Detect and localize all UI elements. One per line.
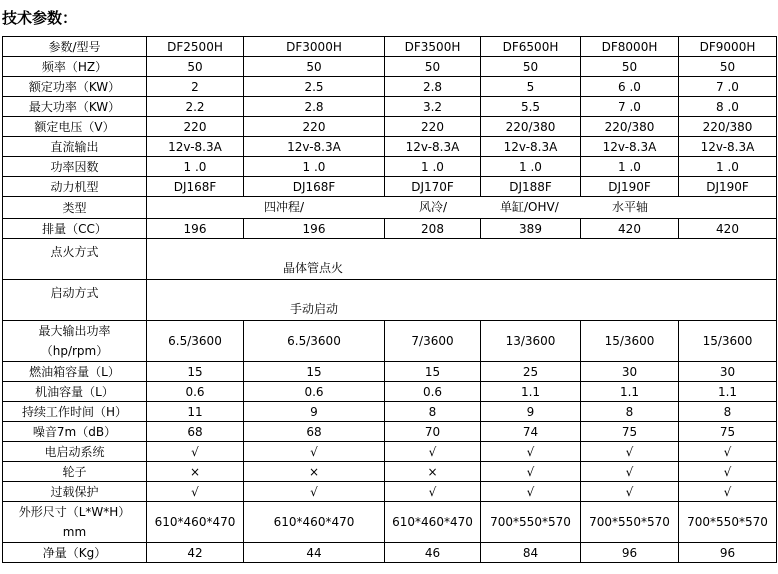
value-cell: 2 [147, 77, 244, 97]
value-cell: 8 [385, 402, 481, 422]
value-cell: √ [679, 482, 777, 502]
value-cell: 3.2 [385, 97, 481, 117]
value-cell: 13/3600 [481, 321, 581, 362]
value-cell: 196 [244, 219, 385, 239]
value-cell: 610*460*470 [385, 502, 481, 543]
value-cell: 1 .0 [481, 157, 581, 177]
value-cell: 46 [385, 543, 481, 563]
starting-value-cell [147, 280, 777, 321]
value-cell: 220/380 [481, 117, 581, 137]
table-row [3, 117, 777, 137]
value-cell: 44 [244, 543, 385, 563]
type-part: 风冷/ [419, 200, 448, 214]
table-row [3, 502, 777, 543]
row-label-cell: 噪音7m（dB） [3, 422, 147, 442]
row-label-cell: 机油容量（L） [3, 382, 147, 402]
row-label-cell: 持续工作时间（H） [3, 402, 147, 422]
value-cell: 6.5/3600 [147, 321, 244, 362]
value-cell: 9 [244, 402, 385, 422]
value-cell: 8 [581, 402, 679, 422]
value-cell: 610*460*470 [244, 502, 385, 543]
table-row [3, 482, 777, 502]
row-label-cell: 额定功率（KW） [3, 77, 147, 97]
value-cell: 15 [147, 362, 244, 382]
type-part: 水平轴 [612, 200, 649, 214]
value-cell: √ [481, 462, 581, 482]
model-header-cell: DF9000H [679, 37, 777, 57]
model-header-cell: DF3500H [385, 37, 481, 57]
value-cell: 70 [385, 422, 481, 442]
value-cell: 2.5 [244, 77, 385, 97]
table-row [3, 97, 777, 117]
value-cell: 389 [481, 219, 581, 239]
type-value-cell [147, 197, 777, 219]
value-cell: 11 [147, 402, 244, 422]
value-cell: √ [244, 482, 385, 502]
value-cell: 1.1 [481, 382, 581, 402]
table-row [3, 402, 777, 422]
value-cell: √ [679, 442, 777, 462]
value-cell: 96 [679, 543, 777, 563]
value-cell: 7/3600 [385, 321, 481, 362]
value-cell: 700*550*570 [481, 502, 581, 543]
row-label-cell: 额定电压（V） [3, 117, 147, 137]
value-cell: 220/380 [581, 117, 679, 137]
row-label-cell: 类型 [3, 197, 147, 219]
value-cell: 75 [581, 422, 679, 442]
row-label-cell: 外形尺寸（L*W*H）mm [3, 502, 147, 543]
value-cell: 25 [481, 362, 581, 382]
row-label-cell: 净量（Kg） [3, 543, 147, 563]
value-cell: √ [581, 462, 679, 482]
value-cell: 1 .0 [385, 157, 481, 177]
value-cell: 96 [581, 543, 679, 563]
table-row [3, 543, 777, 563]
table-row [3, 157, 777, 177]
table-row [3, 462, 777, 482]
value-cell: 9 [481, 402, 581, 422]
value-cell: 7 .0 [679, 77, 777, 97]
value-cell: DJ190F [581, 177, 679, 197]
value-cell: 2.8 [244, 97, 385, 117]
value-cell: 15/3600 [679, 321, 777, 362]
row-label-cell: 最大功率（KW） [3, 97, 147, 117]
value-cell: √ [481, 482, 581, 502]
value-cell: √ [147, 442, 244, 462]
value-cell: 12v-8.3A [244, 137, 385, 157]
value-cell: √ [147, 482, 244, 502]
value-cell: 0.6 [244, 382, 385, 402]
value-cell: 7 .0 [581, 97, 679, 117]
value-cell: 42 [147, 543, 244, 563]
row-label-cell: 功率因数 [3, 157, 147, 177]
value-cell: 1.1 [581, 382, 679, 402]
row-label-cell: 动力机型 [3, 177, 147, 197]
table-row [3, 37, 777, 57]
value-cell: √ [679, 462, 777, 482]
row-label-cell: 启动方式 [3, 280, 147, 321]
value-cell: 0.6 [147, 382, 244, 402]
value-cell: DJ190F [679, 177, 777, 197]
value-cell: 220 [385, 117, 481, 137]
value-cell: 12v-8.3A [581, 137, 679, 157]
table-row [3, 239, 777, 280]
value-cell: 1.1 [679, 382, 777, 402]
value-cell: 15 [244, 362, 385, 382]
value-cell: 1 .0 [147, 157, 244, 177]
row-label-cell: 最大输出功率（hp/rpm） [3, 321, 147, 362]
value-cell: 12v-8.3A [679, 137, 777, 157]
value-cell: 50 [679, 57, 777, 77]
table-row [3, 137, 777, 157]
value-cell: 12v-8.3A [385, 137, 481, 157]
starting-value: 手动启动 [290, 302, 339, 316]
value-cell: 68 [244, 422, 385, 442]
value-cell: 8 .0 [679, 97, 777, 117]
value-cell: 220/380 [679, 117, 777, 137]
value-cell: 220 [244, 117, 385, 137]
table-row [3, 321, 777, 362]
table-row [3, 280, 777, 321]
value-cell: 5.5 [481, 97, 581, 117]
row-label-cell: 排量（CC） [3, 219, 147, 239]
page-title: 技术参数： [2, 9, 78, 27]
row-label-cell: 直流输出 [3, 137, 147, 157]
value-cell: 1 .0 [244, 157, 385, 177]
ignition-value: 晶体管点火 [283, 261, 344, 275]
model-header-cell: DF3000H [244, 37, 385, 57]
ignition-value-cell [147, 239, 777, 280]
value-cell: √ [385, 442, 481, 462]
row-label-cell: 点火方式 [3, 239, 147, 280]
value-cell: DJ188F [481, 177, 581, 197]
value-cell: 2.2 [147, 97, 244, 117]
table-row [3, 442, 777, 462]
value-cell: 610*460*470 [147, 502, 244, 543]
value-cell: 700*550*570 [581, 502, 679, 543]
value-cell: DJ168F [147, 177, 244, 197]
value-cell: 15/3600 [581, 321, 679, 362]
value-cell: 700*550*570 [679, 502, 777, 543]
header-label-cell: 参数/型号 [3, 37, 147, 57]
table-row [3, 197, 777, 219]
value-cell: 208 [385, 219, 481, 239]
value-cell: 6.5/3600 [244, 321, 385, 362]
value-cell: 84 [481, 543, 581, 563]
value-cell: √ [581, 482, 679, 502]
value-cell: 68 [147, 422, 244, 442]
value-cell: 8 [679, 402, 777, 422]
table-row [3, 422, 777, 442]
value-cell: DJ170F [385, 177, 481, 197]
value-cell: 50 [244, 57, 385, 77]
value-cell: 12v-8.3A [147, 137, 244, 157]
value-cell: 30 [679, 362, 777, 382]
model-header-cell: DF2500H [147, 37, 244, 57]
value-cell: 15 [385, 362, 481, 382]
value-cell: × [385, 462, 481, 482]
value-cell: 220 [147, 117, 244, 137]
value-cell: 50 [385, 57, 481, 77]
row-label-cell: 频率（HZ） [3, 57, 147, 77]
value-cell: 1 .0 [581, 157, 679, 177]
value-cell: 5 [481, 77, 581, 97]
value-cell: √ [244, 442, 385, 462]
value-cell: 420 [679, 219, 777, 239]
value-cell: √ [581, 442, 679, 462]
model-header-cell: DF8000H [581, 37, 679, 57]
row-label-cell: 轮子 [3, 462, 147, 482]
value-cell: √ [385, 482, 481, 502]
value-cell: 0.6 [385, 382, 481, 402]
row-label-cell: 过载保护 [3, 482, 147, 502]
value-cell: × [147, 462, 244, 482]
row-label-cell: 电启动系统 [3, 442, 147, 462]
type-part: 单缸/OHV/ [500, 200, 559, 214]
value-cell: 50 [147, 57, 244, 77]
value-cell: 6 .0 [581, 77, 679, 97]
value-cell: DJ168F [244, 177, 385, 197]
type-part: 四冲程/ [264, 200, 305, 214]
value-cell: 420 [581, 219, 679, 239]
value-cell: 12v-8.3A [481, 137, 581, 157]
value-cell: 75 [679, 422, 777, 442]
table-row [3, 57, 777, 77]
spec-table [2, 36, 777, 563]
value-cell: 30 [581, 362, 679, 382]
value-cell: 50 [581, 57, 679, 77]
value-cell: √ [481, 442, 581, 462]
table-row [3, 219, 777, 239]
value-cell: × [244, 462, 385, 482]
value-cell: 1 .0 [679, 157, 777, 177]
table-row [3, 362, 777, 382]
value-cell: 2.8 [385, 77, 481, 97]
model-header-cell: DF6500H [481, 37, 581, 57]
row-label-cell: 燃油箱容量（L） [3, 362, 147, 382]
table-row [3, 177, 777, 197]
value-cell: 74 [481, 422, 581, 442]
value-cell: 196 [147, 219, 244, 239]
table-row [3, 382, 777, 402]
table-row [3, 77, 777, 97]
value-cell: 50 [481, 57, 581, 77]
